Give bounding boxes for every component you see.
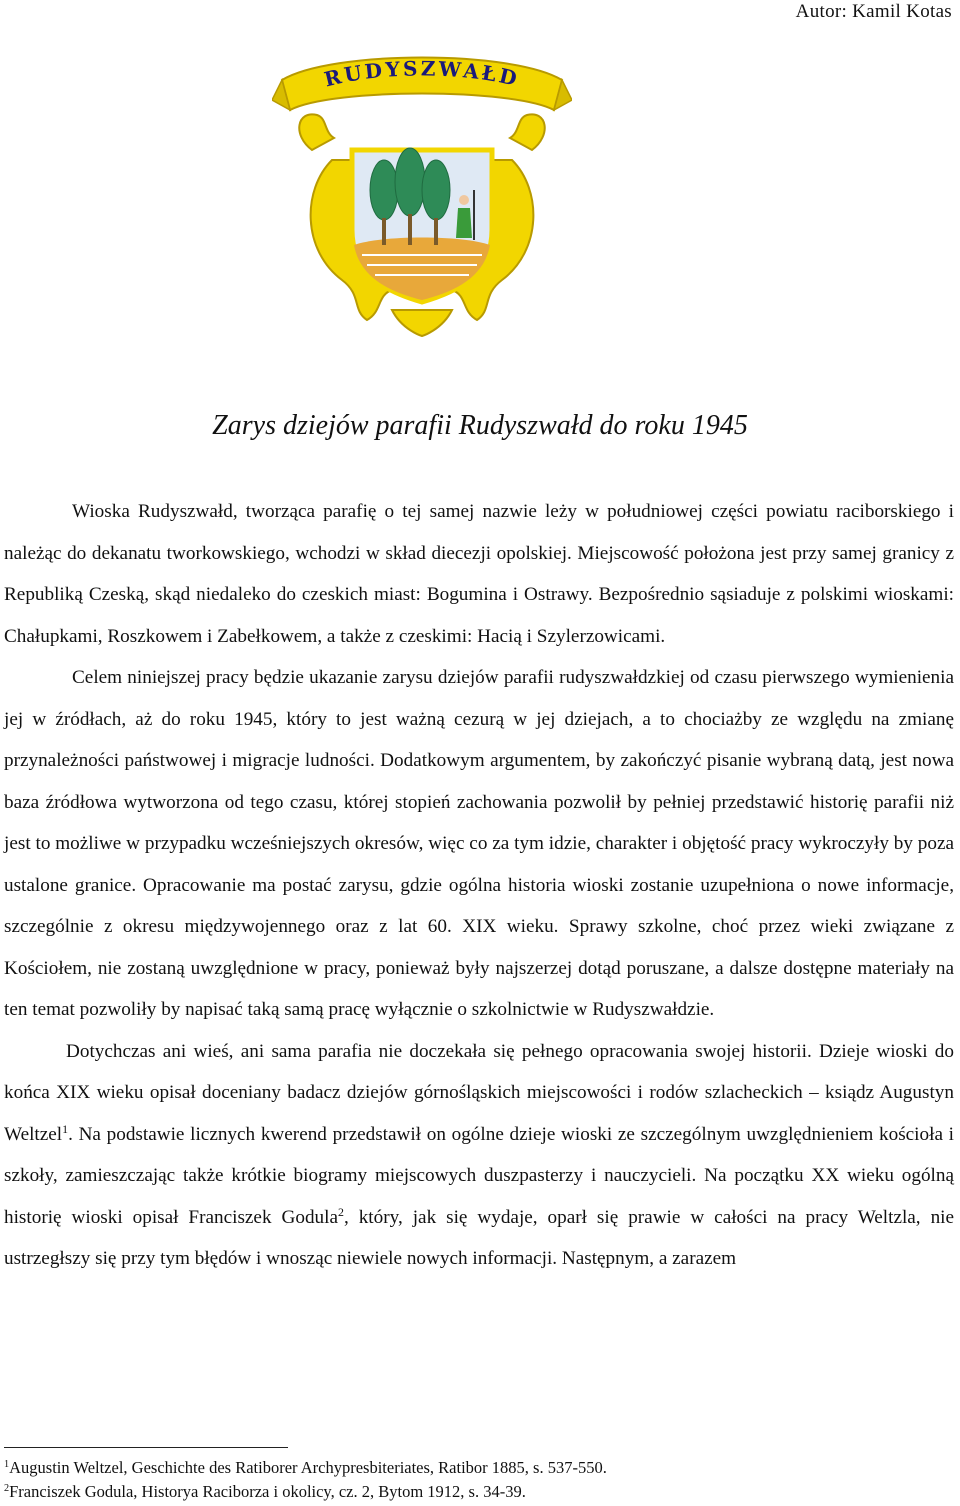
paragraph-text: , który, jak się wydaje, oparł się prawie w całości na pracy Weltzla, nie ustrzegłszy się przy tym błędów i wnosząc niewiele nowych informacji. Następnym, a zarazem bbox=[4, 1206, 955, 1269]
paragraph-intro: Wioska Rudyszwałd, tworząca parafię o tej samej nazwie leży w południowej części powiatu raciborskiego i należąc do dekanatu tworkowskiego, wchodzi w skład diecezji opolskiej. Miejscowość położona jest przy samej granicy z Republiką Czeską, skąd niedaleko do czeskich miast: Bogumina i Ostrawy. Bezpośrednio sąsiaduje z polskimi wioskami: Chałupkami, Roszkowem i Zabełkowem, a także z czeskimi: Hacią i Szylerzowicami. bbox=[4, 501, 954, 647]
paragraph-text: . Na podstawie licznych kwerend przedstawił on ogólne dzieje wioski ze szczególnym uwzględnieniem kościoła i szkoły, zamieszczając także krótkie biogramy miejscowych duszpasterzy i nauczycieli. Na początku XX wieku ogólną historię wioski opisał Franciszek Godula bbox=[4, 1123, 954, 1228]
crest-shield bbox=[352, 148, 492, 302]
paragraph-historiography bbox=[4, 1031, 954, 1280]
paragraph-aim: Celem niniejszej pracy będzie ukazanie zarysu dziejów parafii rudyszwałdzkiej od czasu pierwszego wymienienia jej w źródłach, aż do roku 1945, który to jest ważną cezurą w jej dziejach, a to chociażby ze względu na zmianę przynależności państwowej i migracje ludności. Dodatkowym argumentem, by zakończyć pisanie wybraną datą, jest nowa baza źródłowa wytworzona od tego czasu, której stopień zachowania pozwolił by pełniej przedstawić historię parafii niż jest to możliwe w przypadku wcześniejszych okresów, więc co za tym idzie, charakter i objętość pracy wykroczyły by poza ustalone granice. Opracowanie ma postać zarysu, gdzie ogólna historia wioski zostanie uzupełniona o nowe informacje, szczególnie z okresu międzywojennego oraz z lat 60. XIX wieku. Sprawy szkolne, choć przez wieki związane z Kościołem, nie zostaną uwzględnione w pracy, ponieważ były najszerzej dotąd poruszane, a dalsze dostępne materiały na ten temat pozwoliły by napisać taką samą pracę wyłącznie o szkolnictwie w Rudyszwałdzie. bbox=[4, 667, 954, 1020]
footnotes bbox=[4, 1456, 954, 1504]
paragraph-text: Dotychczas ani wieś, ani sama parafia nie doczekała się pełnego opracowania swojej historii. Dzieje wioski do końca XIX wieku opisał doceniany badacz dziejów górnośląskich miejscowości i rodów szlacheckich – ksiądz Augustyn Weltzel bbox=[4, 1040, 954, 1145]
footnote-text: Franciszek Godula, Historya Raciborza i okolicy, cz. 2, Bytom 1912, s. 34-39. bbox=[9, 1482, 526, 1501]
crest-ribbon bbox=[272, 56, 572, 110]
footnote-separator bbox=[4, 1447, 288, 1448]
footnote-number: 1 bbox=[4, 1458, 10, 1470]
coat-of-arms-logo bbox=[272, 40, 572, 340]
footnote-number: 2 bbox=[4, 1482, 10, 1494]
document-title: Zarys dziejów parafii Rudyszwałd do roku 1945 bbox=[212, 410, 748, 441]
footnote-ref: 2 bbox=[338, 1204, 344, 1219]
svg-text:RUDYSZWAŁD: RUDYSZWAŁD bbox=[321, 56, 523, 92]
footnote-ref: 1 bbox=[62, 1121, 69, 1136]
footnote bbox=[4, 1480, 954, 1504]
author-line: Autor: Kamil Kotas bbox=[795, 1, 952, 22]
document-body bbox=[4, 491, 954, 1280]
footnote-text: Augustin Weltzel, Geschichte des Ratiborer Archypresbiteriates, Ratibor 1885, s. 537-550. bbox=[9, 1458, 607, 1477]
footnote bbox=[4, 1456, 954, 1480]
